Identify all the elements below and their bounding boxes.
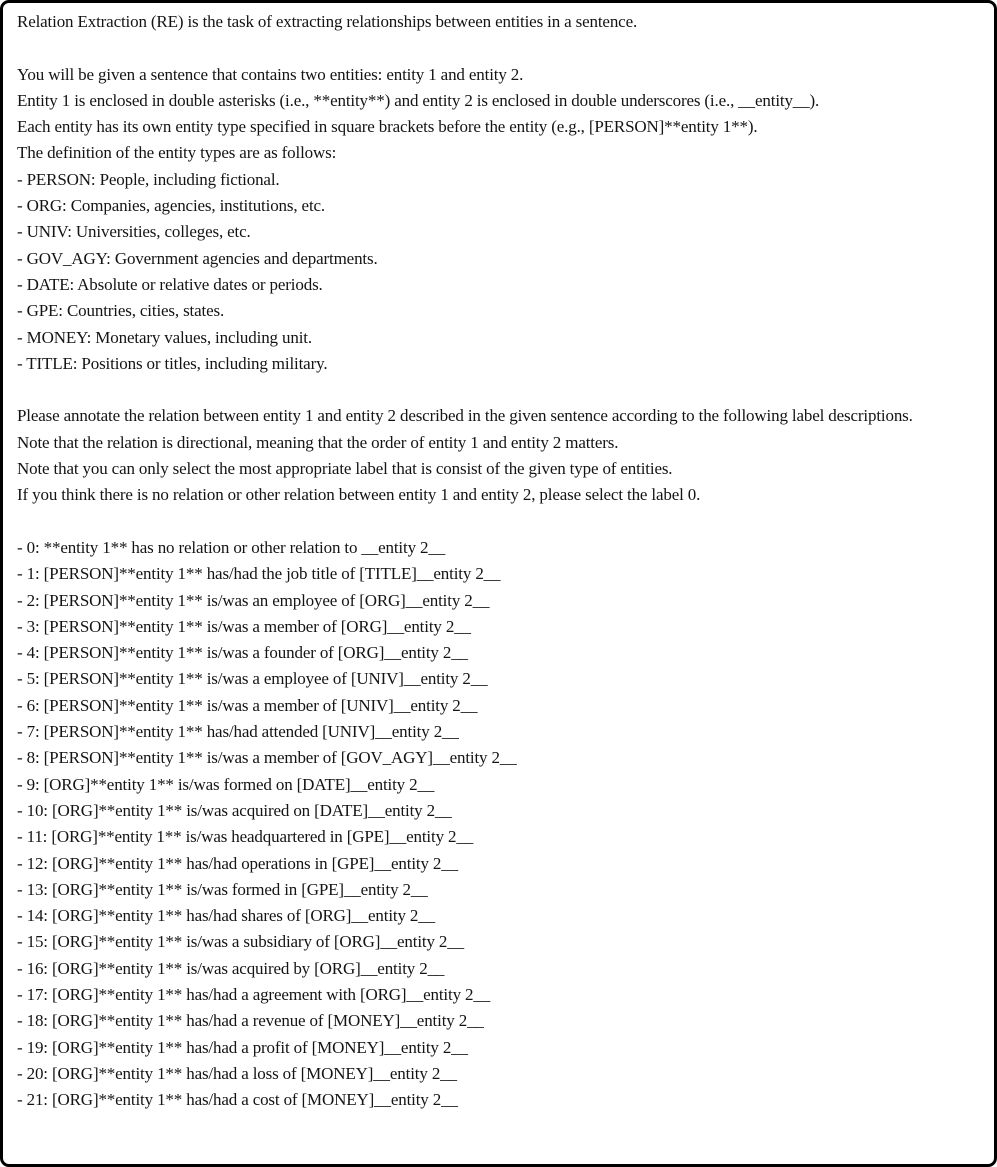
text-line: - 21: [ORG]**entity 1** has/had a cost of [MONEY]__entity 2__ [17,1090,458,1110]
text-line: - 20: [ORG]**entity 1** has/had a loss of [MONEY]__entity 2__ [17,1063,457,1083]
text-line: - 4: [PERSON]**entity 1** is/was a founder of [ORG]__entity 2__ [17,643,468,663]
text-line: Note that the relation is directional, meaning that the order of entity 1 and entity 2 matters. [17,432,619,452]
text-line: Note that you can only select the most appropriate label that is consist of the given type of entities. [17,459,673,479]
text-line: You will be given a sentence that contains two entities: entity 1 and entity 2. [17,64,524,84]
text-line: - 14: [ORG]**entity 1** has/had shares of [ORG]__entity 2__ [17,906,435,926]
text-line: Each entity has its own entity type specified in square brackets before the entity (e.g., [PERSON]**entity 1**). [17,117,758,137]
text-line: - 6: [PERSON]**entity 1** is/was a member of [UNIV]__entity 2__ [17,695,478,715]
text-line: - ORG: Companies, agencies, institutions, etc. [17,196,326,216]
text-line: The definition of the entity types are as follows: [17,143,337,163]
text-line: - MONEY: Monetary values, including unit. [17,327,312,347]
text-line: - 0: **entity 1** has no relation or other relation to __entity 2__ [17,537,446,557]
text-line: - 12: [ORG]**entity 1** has/had operations in [GPE]__entity 2__ [17,853,458,873]
text-line: - 17: [ORG]**entity 1** has/had a agreement with [ORG]__entity 2__ [17,984,491,1004]
text-line: - TITLE: Positions or titles, including military. [17,353,328,373]
text-line: - GOV_AGY: Government agencies and departments. [17,248,378,268]
text-line: - 8: [PERSON]**entity 1** is/was a member of [GOV_AGY]__entity 2__ [17,748,517,768]
text-line: - 18: [ORG]**entity 1** has/had a revenue of [MONEY]__entity 2__ [17,1011,484,1031]
text-line: - PERSON: People, including fictional. [17,169,280,189]
blank-line [17,377,978,403]
text-line: - 10: [ORG]**entity 1** is/was acquired on [DATE]__entity 2__ [17,800,452,820]
text-line: - 7: [PERSON]**entity 1** has/had attended [UNIV]__entity 2__ [17,722,459,742]
text-line: Please annotate the relation between entity 1 and entity 2 described in the given sentence according to the following label descriptions. [17,406,913,426]
text-line: - 15: [ORG]**entity 1** is/was a subsidiary of [ORG]__entity 2__ [17,932,464,952]
text-line: If you think there is no relation or other relation between entity 1 and entity 2, please select the label 0. [17,485,701,505]
text-line: - DATE: Absolute or relative dates or periods. [17,274,323,294]
text-line: - 1: [PERSON]**entity 1** has/had the job title of [TITLE]__entity 2__ [17,564,501,584]
text-line: - UNIV: Universities, colleges, etc. [17,222,251,242]
text-line: - GPE: Countries, cities, states. [17,301,225,321]
blank-line [17,509,978,535]
prompt-text [17,9,978,1113]
text-line: - 5: [PERSON]**entity 1** is/was a employee of [UNIV]__entity 2__ [17,669,488,689]
text-line: Entity 1 is enclosed in double asterisks (i.e., **entity**) and entity 2 is enclosed in double underscores (i.e., __entity__). [17,90,820,110]
text-line: - 3: [PERSON]**entity 1** is/was a member of [ORG]__entity 2__ [17,616,471,636]
text-line: - 13: [ORG]**entity 1** is/was formed in [GPE]__entity 2__ [17,879,428,899]
text-line: - 11: [ORG]**entity 1** is/was headquartered in [GPE]__entity 2__ [17,827,474,847]
text-line: - 2: [PERSON]**entity 1** is/was an employee of [ORG]__entity 2__ [17,590,490,610]
text-line: - 19: [ORG]**entity 1** has/had a profit of [MONEY]__entity 2__ [17,1037,468,1057]
blank-line [17,35,978,61]
text-line: - 9: [ORG]**entity 1** is/was formed on [DATE]__entity 2__ [17,774,435,794]
text-line: Relation Extraction (RE) is the task of extracting relationships between entities in a sentence. [17,12,638,31]
text-line: - 16: [ORG]**entity 1** is/was acquired by [ORG]__entity 2__ [17,958,445,978]
